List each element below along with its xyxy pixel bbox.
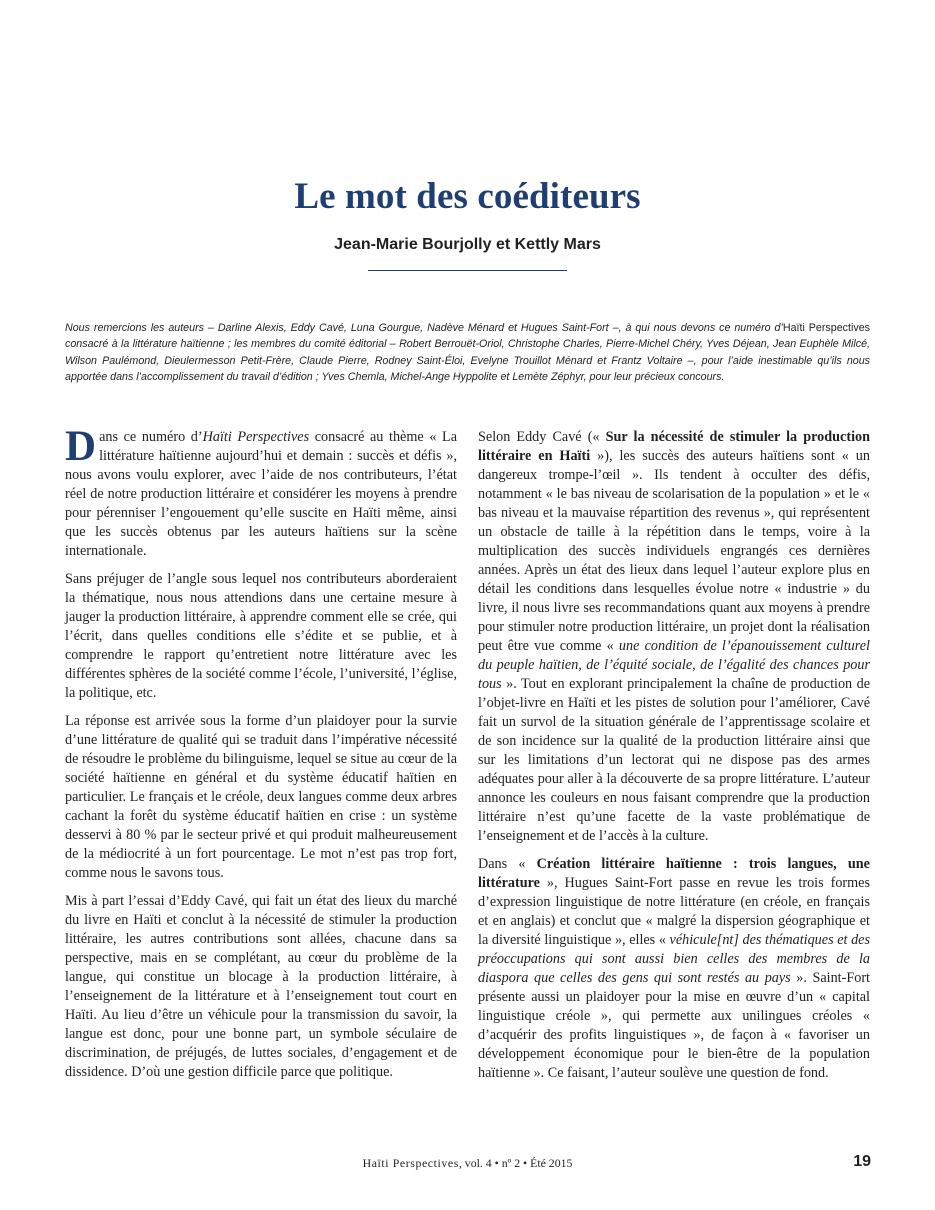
drop-cap: D <box>65 423 97 470</box>
ack-text-2: consacré à la littérature haïtienne ; les membres du comité éditorial – Robert Berrouët-Oriol, Christophe Charles, Pierre-Michel Chéry, Yves Déjean, Jean Euphèle Milcé, Wilson Paulémond, Dieulermesson Petit-Frère, Claude Pierre, Rodney Saint-Éloi, Evelyne Trouillot Ménard et Frantz Voltaire –, pour l’aide inestimable qu’ils nous apportée dans l’accomplissement du travail d’édition ; Yves Chemla, Michel-Ange Hyppolite et Lemète Zéphyr, pour leur précieux concours. <box>65 338 870 383</box>
cave-text-b: »), les succès des auteurs haïtiens sont « un dangereux trompe-l’œil ». Ils tendent à occulter des défis, notamment « le bas niveau de scolarisation de la population » et le « bas niveau et la mauvaise répartition des revenus », qui représentent un obstacle de taille à la répétition dans le temps, voire à la multiplication des succès individuels engrangés ces dernières années. Après un état des lieux dans lequel l’auteur explore plus en détail les conditions dans lesquelles évolue notre « industrie » du livre, il nous livre ses recommandations quant aux moyens à prendre pour stimuler notre production littéraire, un projet dont la réalisation peut être vue comme « <box>478 448 870 654</box>
paragraph-expectations: Sans préjuger de l’angle sous lequel nos contributeurs aborderaient la thématique, nous nous attendions dans une certaine mesure à jauger la production littéraire, à apprendre comment elle se crée, qui l’écrit, dans quelles conditions elle s’édite et se publie, et à comprendre le rapport qu’entretient notre littérature avec les différentes sphères de la société comme l’école, l’université, l’église, la politique, etc. <box>65 571 457 701</box>
intro-journal-name: Haïti Perspectives <box>202 429 310 445</box>
saint-fort-quote: véhicule[nt] des thématiques et des préoccupations qui sont aussi bien celles des membres de la diaspora que celles des gens qui sont restés au pays <box>478 932 870 986</box>
cave-text-c: ». Tout en explorant principalement la chaîne de production de l’objet-livre en Haïti et les pistes de solution pour l’améliorer, Cavé fait un survol de la situation générale de l’apprentissage scolaire et de son incidence sur la qualité de la production littéraire ainsi que sur les limitations d’un lectorat qui ne dispose pas des armes adéquates pour aller à la découverte de sa propre littérature. L’auteur annonce les couleurs en nous faisant comprendre que la production littéraire n’est qu’une facette de la vaste problématique de l’enseignement et de l’accès à la culture. <box>478 676 870 844</box>
ack-text-1: Nous remercions les auteurs – Darline Alexis, Eddy Cavé, Luna Gourgue, Nadève Ménard et Hugues Saint-Fort –, à qui nous devons ce numéro d’ <box>65 322 783 334</box>
paragraph-saint-fort <box>478 855 870 1083</box>
acknowledgement-paragraph <box>65 320 870 385</box>
paragraph-contributions: Mis à part l’essai d’Eddy Cavé, qui fait un état des lieux du marché du livre en Haïti et conclut à la nécessité de stimuler la production littéraire, les autres contributions sont allées, chacune dans sa perspective, mais en se complétant, au cœur du problème de la langue, qui constitue un blocage à la production littéraire, à l’enseignement de la littérature et à l’enseignement tout court en Haïti. Au lieu d’être un véhicule pour la transmission du savoir, la langue est donc, pour une bonne part, un symbole séculaire de discrimination, de préjugés, de luttes sociales, d’engagement et de dissidence. D’où une gestion difficile parce que politique. <box>65 893 457 1080</box>
paragraph-response: La réponse est arrivée sous la forme d’un plaidoyer pour la survie d’une littérature de qualité qui se traduit dans l’impérative nécessité de résoudre le problème du bilinguisme, lequel se situe au cœur de la société haïtienne en général et du système éducatif haïtien en particulier. Le français et le créole, deux langues comme deux arbres cachant la forêt du système éducatif haïtien en crise : un système desservi à 80 % par le secteur privé et qui produit malheureusement de la médiocrité à un fort pourcentage. Le mot n’est pas trop fort, comme nous le savons tous. <box>65 713 458 881</box>
saint-fort-text-b: », Hugues Saint-Fort passe en revue les trois formes d’expression linguistique de notre littérature (en créole, en français et en anglais) et conclut que « malgré la dispersion géographique et la diversité linguistique », elles « <box>478 875 870 948</box>
paragraph-intro <box>65 423 458 561</box>
cave-quote: une condition de l’épanouissement culturel du peuple haïtien, de l’équité sociale, de l’égalité des chances pour tous <box>478 638 870 692</box>
page-footer <box>0 1156 935 1171</box>
paragraph-cave <box>478 428 870 846</box>
article-title: Le mot des coéditeurs <box>294 176 641 217</box>
article-authors: Jean-Marie Bourjolly et Kettly Mars <box>334 236 601 253</box>
cave-text-a: Selon Eddy Cavé (« <box>478 429 606 445</box>
footer-issue: , vol. 4 • nº 2 • Été 2015 <box>458 1156 573 1170</box>
ack-journal-name: Haïti Perspectives <box>782 322 870 334</box>
footer-journal-name: Haïti Perspectives <box>362 1156 459 1170</box>
intro-text-a: ans ce numéro d’ <box>99 429 203 445</box>
page-number: 19 <box>853 1153 871 1170</box>
right-column <box>478 428 870 1092</box>
saint-fort-article-title: Création littéraire haïtienne : trois langues, une littérature <box>478 856 870 891</box>
saint-fort-text-a: Dans « <box>478 856 537 872</box>
cave-article-title: Sur la nécessité de stimuler la production littéraire en Haïti <box>478 429 871 464</box>
intro-text-b: consacré au thème « La littérature haïtienne aujourd’hui et demain : succès et défis », nous avons voulu explorer, avec l’aide de nos contributeurs, l’état réel de notre production littéraire et considérer les moyens à prendre pour pérenniser l’engouement qu’elle suscite en Haïti même, ainsi que les succès obtenus par les auteurs haïtiens sur la scène internationale. <box>65 429 458 559</box>
left-column <box>65 423 458 1091</box>
saint-fort-text-c: ». Saint-Fort présente aussi un plaidoyer pour la mise en œuvre d’un « capital linguistique créole », qui permette aux unilingues créoles « d’acquérir des profits linguistiques », de façon à « favoriser un développement économique pour le bien-être de la population haïtienne ». Ce faisant, l’auteur soulève une question de fond. <box>478 970 870 1081</box>
title-divider <box>368 270 567 271</box>
